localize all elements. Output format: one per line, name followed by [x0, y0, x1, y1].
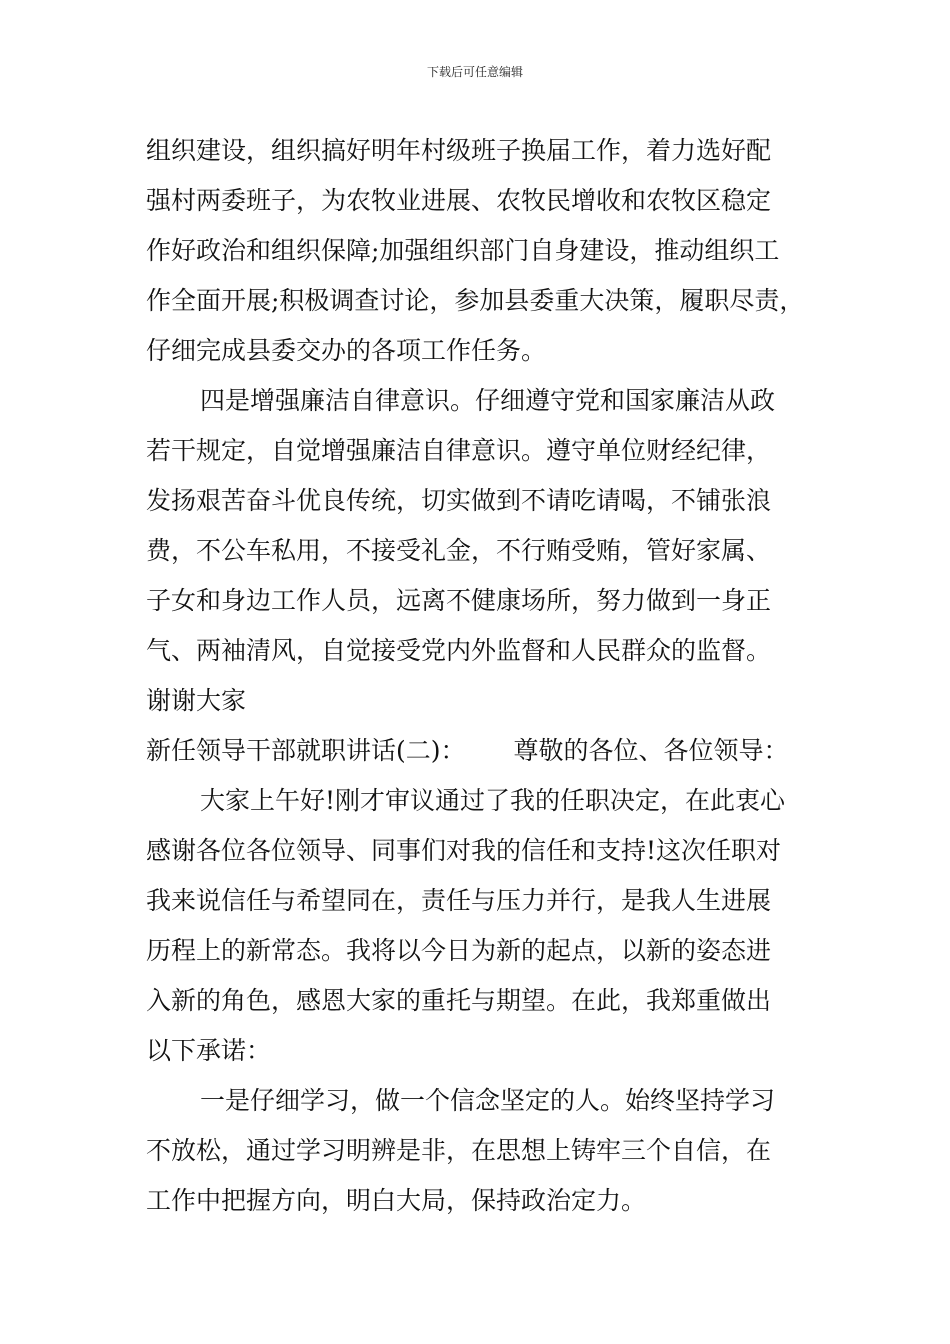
text-line: 子女和身边工作人员，远离不健康场所，努力做到一身正	[146, 586, 772, 615]
paragraph-start-line: 四是增强廉洁自律意识。仔细遵守党和国家廉洁从政	[200, 386, 776, 415]
text-line: 入新的角色，感恩大家的重托与期望。在此，我郑重做出	[146, 986, 772, 1015]
text-line: 作好政治和组织保障;加强组织部门自身建设，推动组织工	[146, 236, 780, 265]
text-line: 作全面开展;积极调查讨论，参加县委重大决策，履职尽责，	[146, 286, 805, 315]
text-line: 仔细完成县委交办的各项工作任务。	[146, 336, 547, 365]
text-line: 我来说信任与希望同在，责任与压力并行，是我人生进展	[146, 886, 772, 915]
salutation: 尊敬的各位、各位领导：	[513, 736, 789, 765]
text-line: 组织建设，组织搞好明年村级班子换届工作，着力选好配	[146, 136, 772, 165]
text-line: 感谢各位各位领导、同事们对我的信任和支持!这次任职对	[146, 836, 782, 865]
document-body	[146, 126, 826, 1226]
text-line: 发扬艰苦奋斗优良传统，切实做到不请吃请喝，不铺张浪	[146, 486, 772, 515]
paragraph-start-line: 一是仔细学习，做一个信念坚定的人。始终坚持学习	[200, 1086, 776, 1115]
section-title: 新任领导干部就职讲话(二)：	[146, 736, 466, 765]
section-title-row	[146, 726, 826, 776]
text-line: 不放松，通过学习明辨是非，在思想上铸牢三个自信，在	[146, 1136, 772, 1165]
text-line: 气、两袖清风，自觉接受党内外监督和人民群众的监督。	[146, 636, 772, 665]
closing-line: 谢谢大家	[146, 686, 247, 715]
text-line: 以下承诺：	[146, 1036, 272, 1065]
text-line: 历程上的新常态。我将以今日为新的起点，以新的姿态进	[146, 936, 772, 965]
page-header-note: 下载后可任意编辑	[426, 65, 523, 79]
paragraph-start-line: 大家上午好!刚才审议通过了我的任职决定，在此衷心	[200, 786, 786, 815]
text-line: 强村两委班子，为农牧业进展、农牧民增收和农牧区稳定	[146, 186, 772, 215]
text-line: 若干规定，自觉增强廉洁自律意识。遵守单位财经纪律，	[146, 436, 772, 465]
text-line: 费，不公车私用，不接受礼金，不行贿受贿，管好家属、	[146, 536, 772, 565]
text-line: 工作中把握方向，明白大局，保持政治定力。	[146, 1186, 647, 1215]
